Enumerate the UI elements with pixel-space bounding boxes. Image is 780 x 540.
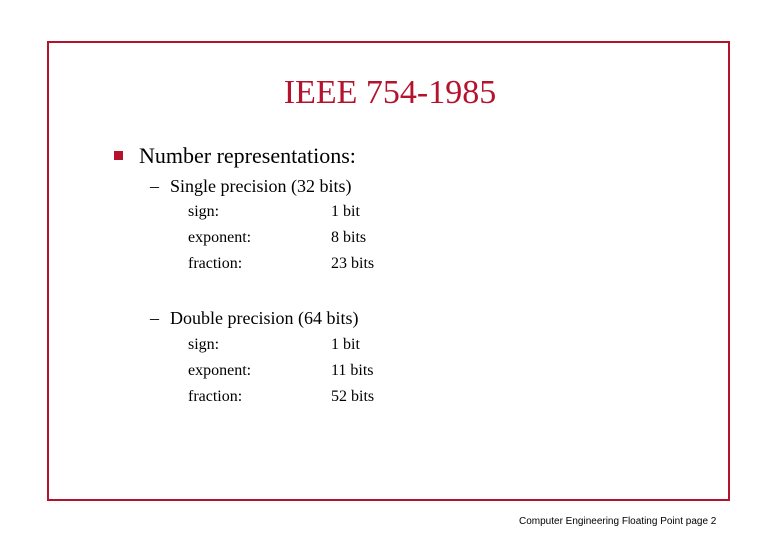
dash-marker: – [150, 308, 159, 328]
single-sign-label: sign: [188, 203, 220, 220]
single-fraction-value: 23 bits [331, 255, 375, 272]
slide-title: IEEE 754-1985 [283, 74, 497, 111]
double-sign-value: 1 bit [331, 336, 360, 353]
double-fraction-value: 52 bits [331, 388, 375, 405]
bullet-text: Number representations: [139, 143, 356, 168]
bullet-square-icon [114, 151, 123, 160]
single-exponent-value: 8 bits [331, 229, 367, 246]
section-heading-double [150, 307, 358, 329]
dash-marker: – [150, 176, 159, 196]
single-sign-value: 1 bit [331, 203, 360, 220]
section-heading-text: Single precision (32 bits) [170, 176, 352, 196]
double-sign-label: sign: [188, 336, 220, 353]
single-fraction-label: fraction: [188, 255, 243, 272]
footer-text: Computer Engineering Floating Point page 2 [519, 516, 717, 527]
single-exponent-label: exponent: [188, 229, 252, 246]
section-heading-single [150, 175, 351, 197]
section-heading-text: Double precision (64 bits) [170, 308, 359, 328]
double-exponent-value: 11 bits [331, 362, 374, 379]
double-fraction-label: fraction: [188, 388, 243, 405]
double-exponent-label: exponent: [188, 362, 252, 379]
